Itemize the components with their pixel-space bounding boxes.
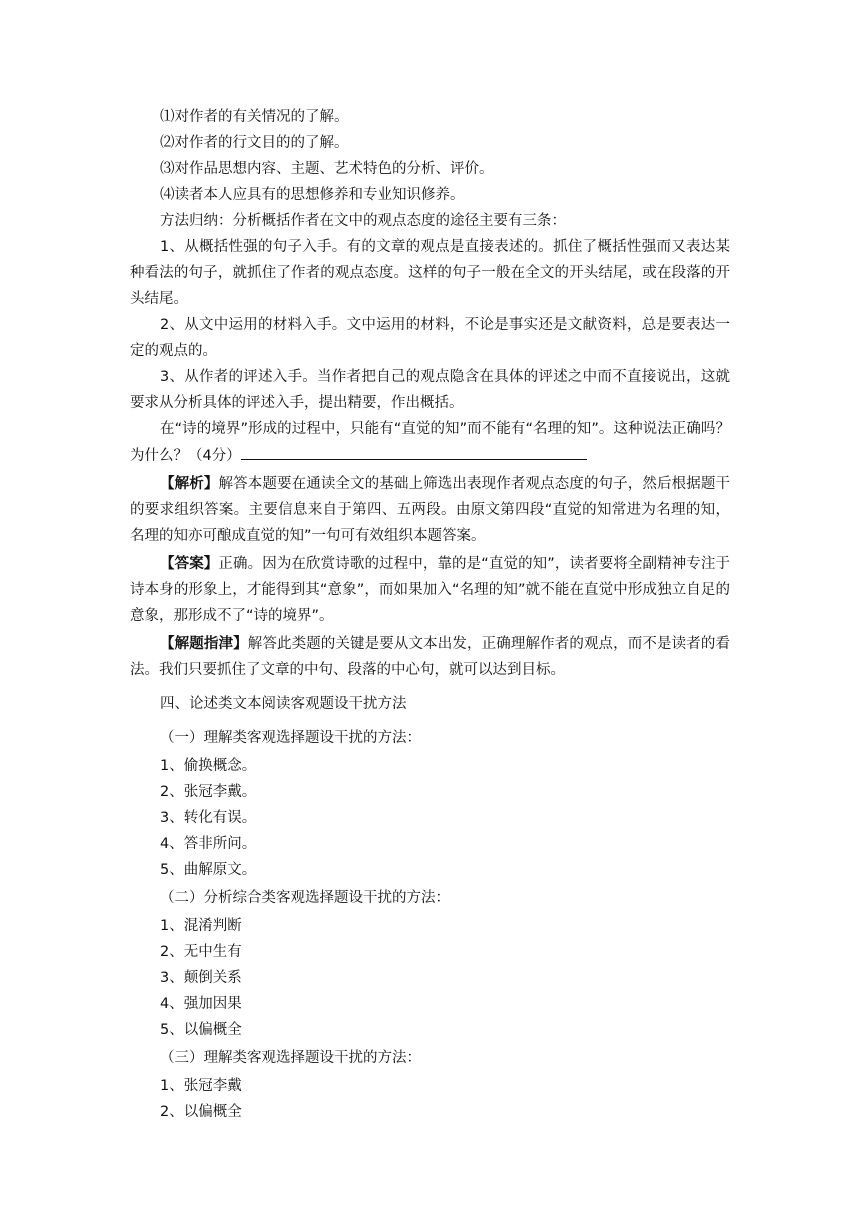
- list-item: 1、偷换概念。: [160, 758, 257, 774]
- list-item: 4、强加因果: [160, 996, 242, 1012]
- question-paragraph: [130, 416, 730, 469]
- sub2-list: [130, 913, 730, 1043]
- list-item: 5、以偏概全: [160, 1022, 242, 1038]
- list-item: ⑵对作者的行文目的的了解。: [160, 135, 349, 151]
- sub1-list: [130, 753, 730, 883]
- analysis-paragraph: [130, 471, 730, 549]
- list-item: 3、转化有误。: [160, 810, 257, 826]
- analysis-text: 解答本题要在通读全文的基础上筛选出表现作者观点态度的句子，然后根据题干的要求组织答案。主要信息来自于第四、五两段。由原文第四段“直觉的知常进为名理的知，名理的知亦可酿成直觉的知”一句可有效组织本题答案。: [130, 476, 731, 544]
- subsection-title: （三）理解类客观选择题设干扰的方法：: [160, 1050, 421, 1066]
- question-text: 在“诗的境界”形成的过程中，只能有“直觉的知”而不能有“名理的知”。这种说法正确吗？为什么？（4分）: [130, 421, 730, 464]
- guide-label: 【解题指津】: [160, 636, 248, 652]
- answer-blank-line: [241, 442, 587, 460]
- list-item: 5、曲解原文。: [160, 862, 257, 878]
- method-paragraph: 1、从概括性强的句子入手。有的文章的观点是直接表述的。抓住了概括性强而又表达某种看法的句子，就抓住了作者的观点态度。这样的句子一般在全文的开头结尾，或在段落的开头结尾。: [130, 239, 730, 307]
- list-item: 2、张冠李戴。: [160, 784, 257, 800]
- subsection-title: （一）理解类客观选择题设干扰的方法：: [160, 730, 421, 746]
- list-item: 3、颠倒关系: [160, 970, 242, 986]
- section-title: 四、论述类文本阅读客观题设干扰方法: [160, 696, 407, 712]
- answer-label: 【答案】: [160, 556, 219, 572]
- method-intro: 方法归纳：分析概括作者在文中的观点态度的途径主要有三条：: [160, 213, 566, 229]
- list-item: 1、混淆判断: [160, 918, 242, 934]
- answer-paragraph: [130, 551, 730, 629]
- answer-text: 正确。因为在欣赏诗歌的过程中，靠的是“直觉的知”，读者要将全副精神专注于诗本身的形象上，才能得到其“意象”，而如果加入“名理的知”就不能在直觉中形成独立自足的意象，那形成不了“诗的境界”。: [130, 556, 731, 624]
- subsection-title: （二）分析综合类客观选择题设干扰的方法：: [160, 890, 450, 906]
- list-item: 4、答非所问。: [160, 836, 257, 852]
- method-paragraph: 3、从作者的评述入手。当作者把自己的观点隐含在具体的评述之中而不直接说出，这就要求从分析具体的评述入手，提出精要，作出概括。: [130, 369, 730, 411]
- list-item: ⑶对作品思想内容、主题、艺术特色的分析、评价。: [160, 161, 494, 177]
- top-list: [130, 104, 730, 208]
- list-item: 2、以偏概全: [160, 1104, 242, 1120]
- guide-paragraph: [130, 631, 730, 683]
- guide-text: 解答此类题的关键是要从文本出发，正确理解作者的观点，而不是读者的看法。我们只要抓住了文章的中句、段落的中心句，就可以达到目标。: [130, 636, 731, 678]
- list-item: 1、张冠李戴: [160, 1078, 242, 1094]
- method-paragraph: 2、从文中运用的材料入手。文中运用的材料，不论是事实还是文献资料，总是要表达一定的观点的。: [130, 317, 730, 359]
- list-item: ⑴对作者的有关情况的了解。: [160, 109, 349, 125]
- analysis-label: 【解析】: [160, 476, 219, 492]
- document-body: [130, 104, 730, 1125]
- list-item: ⑷读者本人应具有的思想修养和专业知识修养。: [160, 187, 465, 203]
- sub3-list: [130, 1073, 730, 1125]
- list-item: 2、无中生有: [160, 944, 242, 960]
